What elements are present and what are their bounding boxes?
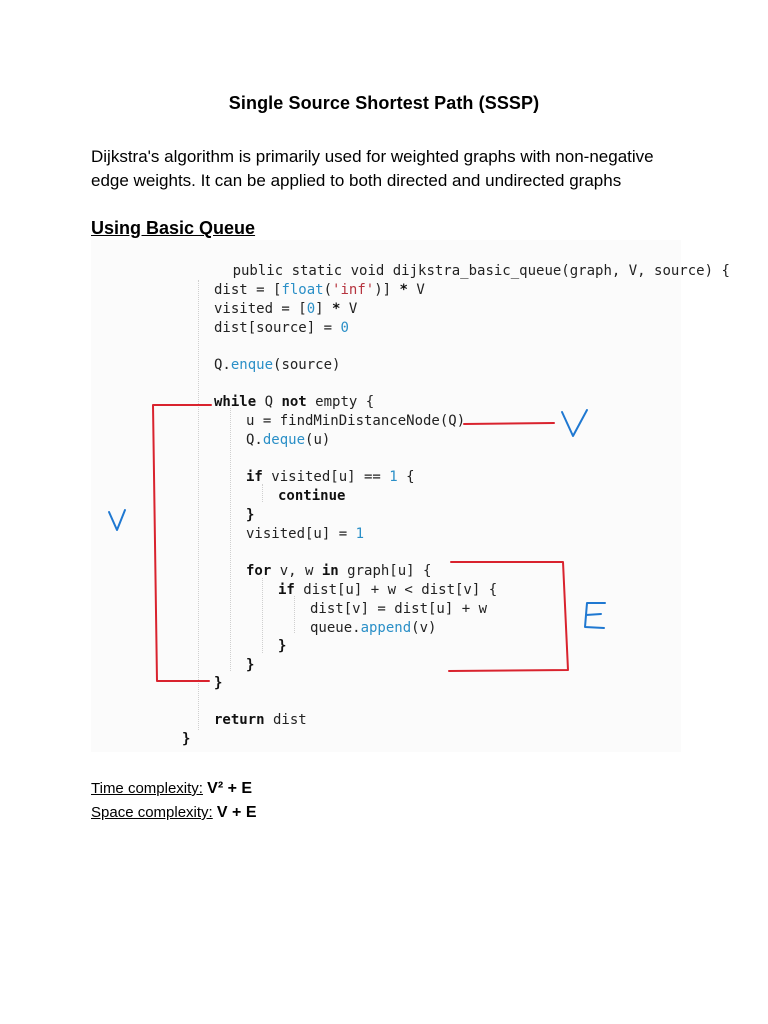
code-line: if dist[u] + w < dist[v] { xyxy=(278,582,498,598)
code-line: } xyxy=(246,657,255,673)
page-title: Single Source Shortest Path (SSSP) xyxy=(228,93,540,113)
section-heading: Using Basic Queue xyxy=(91,218,256,238)
code-line: dist = [float('inf')] * V xyxy=(214,282,425,298)
code-line: } xyxy=(214,675,223,691)
code-text: public static void dijkstra_basic_queue(graph, V, source) { xyxy=(232,263,730,279)
code-line: visited = [0] * V xyxy=(214,301,358,317)
code-line: continue xyxy=(278,488,346,504)
time-complexity xyxy=(91,780,252,798)
time-complexity-label: Time complexity: xyxy=(91,780,203,797)
loop-bracket xyxy=(153,405,211,681)
annotation-overlay xyxy=(91,240,681,752)
code-line: if visited[u] == 1 { xyxy=(246,469,415,485)
code-line: visited[u] = 1 xyxy=(246,526,365,542)
loop-v-mark xyxy=(109,510,125,530)
space-complexity-label: Space complexity: xyxy=(91,804,213,821)
code-line: dist[v] = dist[u] + w xyxy=(310,601,488,617)
code-line: Q.deque(u) xyxy=(246,432,331,448)
code-line: } xyxy=(182,731,191,747)
code-line: } xyxy=(246,507,255,523)
time-complexity-value: V² + E xyxy=(207,780,253,797)
space-complexity-value: V + E xyxy=(216,804,257,821)
code-line: queue.append(v) xyxy=(310,620,437,636)
find-min-v-mark xyxy=(562,410,587,436)
code-line: Q.enque(source) xyxy=(214,357,341,373)
code-image xyxy=(91,240,730,752)
find-min-underline xyxy=(464,423,554,424)
space-complexity xyxy=(91,804,256,822)
code-line: } xyxy=(278,638,287,654)
code-line: return dist xyxy=(214,712,307,728)
code-line: while Q not empty { xyxy=(214,394,375,410)
edges-e-mark xyxy=(585,603,605,628)
edges-bracket xyxy=(449,562,568,671)
intro-paragraph: Dijkstra's algorithm is primarily used for weighted graphs with non-negative edge weights. It can be applied to both directed and undirected graphs xyxy=(91,147,654,190)
code-line: dist[source] = 0 xyxy=(214,320,349,336)
code-line: u = findMinDistanceNode(Q) xyxy=(246,413,466,429)
code-line: for v, w in graph[u] { xyxy=(246,563,432,579)
